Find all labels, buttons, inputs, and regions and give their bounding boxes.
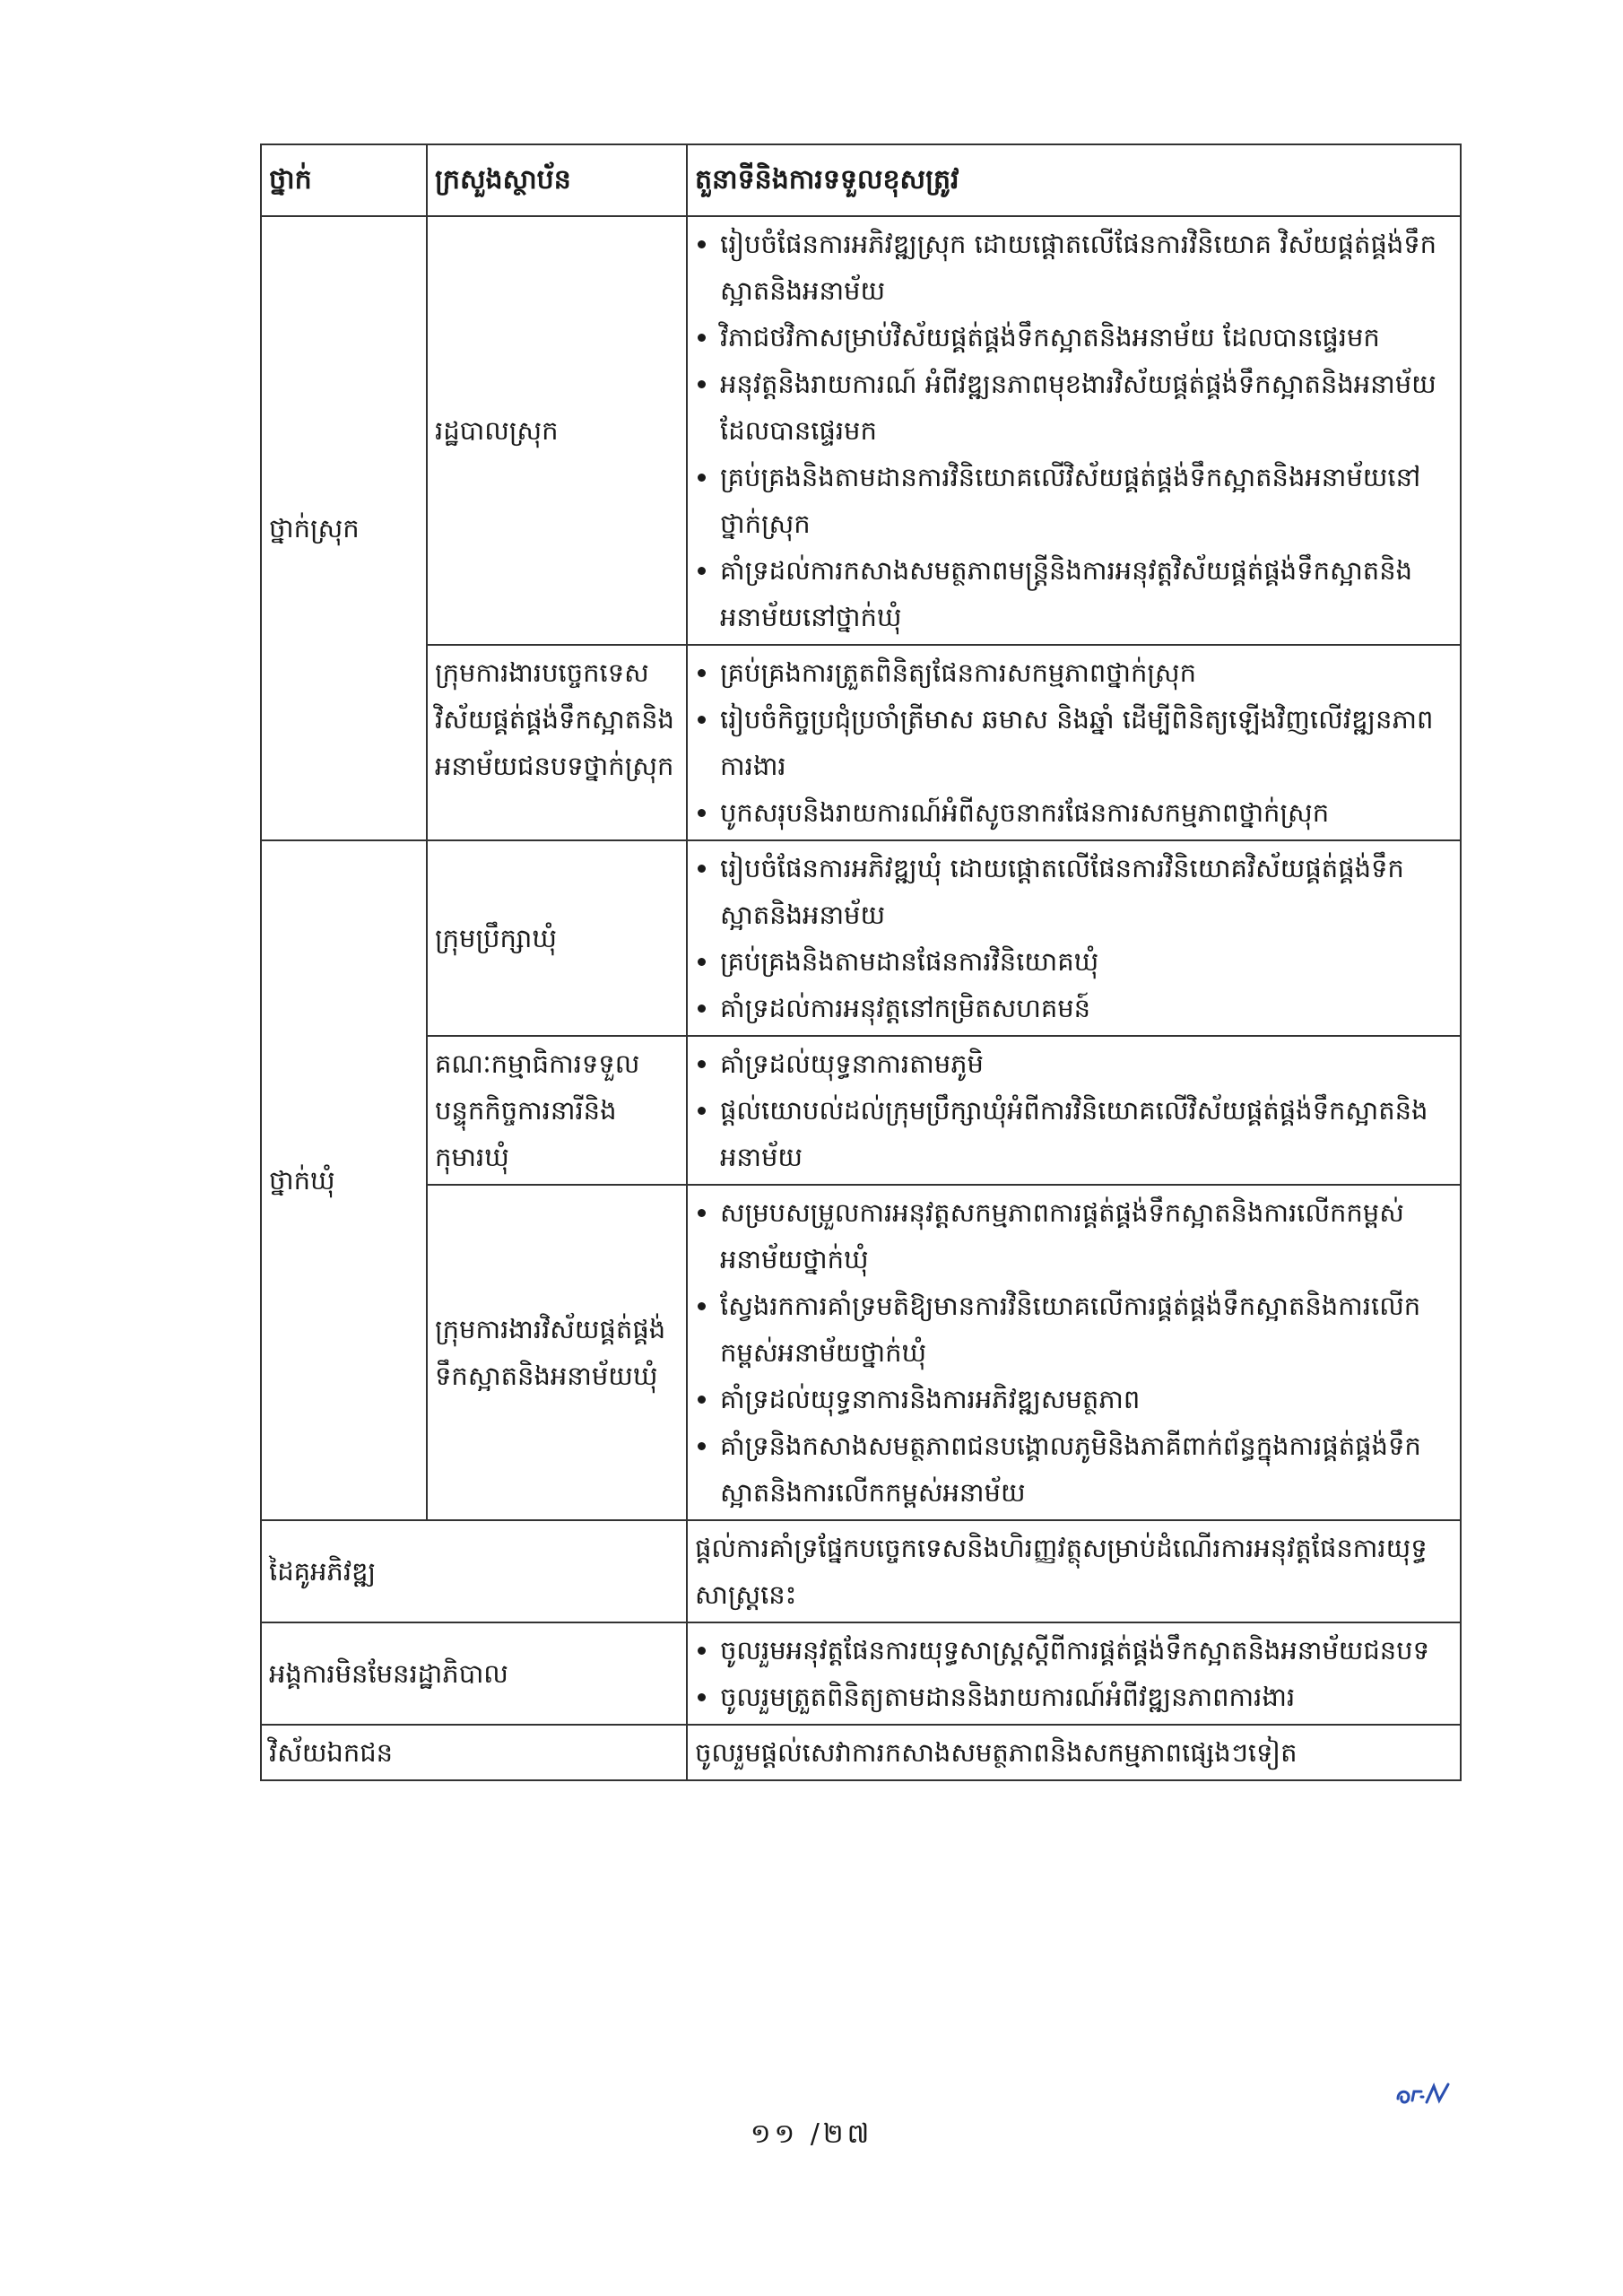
duties-cell [687,840,1461,1036]
handwritten-initials [1394,2079,1457,2109]
institution-commune-wash-group: ក្រុមការងារវិស័យផ្គត់ផ្គង់ទឹកស្អាតនិងអនាម័យឃុំ [427,1185,687,1520]
duty-item: • គ្រប់គ្រងនិងតាមដានការវិនិយោគលើវិស័យផ្គត់ផ្គង់ទឹកស្អាតនិងអនាម័យនៅថ្នាក់ស្រុក [720,454,1453,547]
duties-cell [687,1622,1461,1725]
duty-item: • វិភាជថវិកាសម្រាប់វិស័យផ្គត់ផ្គង់ទឹកស្អាតនិងអនាម័យ ដែលបានផ្ទេរមក [720,314,1453,361]
duty-item: • ចូលរួមត្រួតពិនិត្យតាមដាននិងរាយការណ៍អំពីវឌ្ឍនភាពការងារ [720,1674,1453,1720]
duties-cell [687,1185,1461,1520]
duty-item: • សម្របសម្រួលការអនុវត្តសកម្មភាពការផ្គត់ផ្គង់ទឹកស្អាតនិងការលើកកម្ពស់អនាម័យថ្នាក់ឃុំ [720,1189,1453,1283]
institution-district-admin: រដ្ឋបាលស្រុក [427,216,687,645]
table-row [261,216,1461,645]
table-header-row [261,144,1461,216]
duty-item: • ចូលរួមអនុវត្តផែនការយុទ្ធសាស្ត្រស្តីពីការផ្គត់ផ្គង់ទឹកស្អាតនិងអនាម័យជនបទ [720,1627,1453,1674]
duties-cell [687,1036,1461,1185]
institution-women-children-committee: គណៈកម្មាធិការទទួលបន្ទុកកិច្ចការនារីនិងកុមារឃុំ [427,1036,687,1185]
institution-commune-council: ក្រុមប្រឹក្សាឃុំ [427,840,687,1036]
level-ngos: អង្គការមិនមែនរដ្ឋាភិបាល [261,1622,687,1725]
duty-item: • គាំទ្រដល់យុទ្ធនាការនិងការអភិវឌ្ឍសមត្ថភាព [720,1376,1453,1422]
duty-list [695,1627,1453,1720]
duty-item: • ផ្តល់យោបល់ដល់ក្រុមប្រឹក្សាឃុំអំពីការវិនិយោគលើវិស័យផ្គត់ផ្គង់ទឹកស្អាតនិងអនាម័យ [720,1087,1453,1180]
duty-item: • គាំទ្រដល់ការអនុវត្តនៅកម្រិតសហគមន៍ [720,985,1453,1031]
institution-district-tech-group: ក្រុមការងារបច្ចេកទេសវិស័យផ្គត់ផ្គង់ទឹកស្អាតនិងអនាម័យជនបទថ្នាក់ស្រុក [427,645,687,840]
duty-text: ចូលរួមផ្តល់សេវាការកសាងសមត្ថភាពនិងសកម្មភាពផ្សេងៗទៀត [687,1725,1461,1780]
duty-item: • រៀបចំកិច្ចប្រជុំប្រចាំត្រីមាស ឆមាស និងឆ្នាំ ដើម្បីពិនិត្យឡើងវិញលើវឌ្ឍនភាពការងារ [720,696,1453,789]
level-district: ថ្នាក់ស្រុក [261,216,427,840]
duty-list [695,1189,1453,1516]
duty-item: • គាំទ្រដល់ការកសាងសមត្ថភាពមន្ត្រីនិងការអនុវត្តវិស័យផ្គត់ផ្គង់ទឹកស្អាតនិងអនាម័យនៅថ្នាក់ឃុំ [720,547,1453,640]
duty-item: • គាំទ្រនិងកសាងសមត្ថភាពជនបង្គោលភូមិនិងភាគីពាក់ព័ន្ធក្នុងការផ្គត់ផ្គង់ទឹកស្អាតនិងការលើកកម្ពស់អនាម័យ [720,1422,1453,1516]
duty-item: • ស្វែងរកការគាំទ្រមតិឱ្យមានការវិនិយោគលើការផ្គត់ផ្គង់ទឹកស្អាតនិងការលើកកម្ពស់អនាម័យថ្នាក់ឃុំ [720,1283,1453,1376]
table-row [261,1036,1461,1185]
table-row [261,1520,1461,1622]
duty-item: • គ្រប់គ្រងការត្រួតពិនិត្យផែនការសកម្មភាពថ្នាក់ស្រុក [720,649,1453,696]
duty-list [695,845,1453,1031]
table-row [261,1725,1461,1780]
level-private-sector: វិស័យឯកជន [261,1725,687,1780]
duty-list [695,221,1453,640]
duty-list [695,649,1453,836]
table-row [261,1622,1461,1725]
duty-item: • គាំទ្រដល់យុទ្ធនាការតាមភូមិ [720,1040,1453,1087]
duty-item: • អនុវត្តនិងរាយការណ៍ អំពីវឌ្ឍនភាពមុខងារវិស័យផ្គត់ផ្គង់ទឹកស្អាតនិងអនាម័យដែលបានផ្ទេរមក [720,361,1453,454]
roles-table [260,144,1462,1781]
duty-item: • គ្រប់គ្រងនិងតាមដានផែនការវិនិយោគឃុំ [720,938,1453,985]
header-institution: ក្រសួងស្ថាប័ន [427,144,687,216]
page-number: ១១ /២៧ [750,2118,873,2150]
table-row [261,840,1461,1036]
duty-list [695,1040,1453,1180]
duty-item: • រៀបចំផែនការអភិវឌ្ឍឃុំ ដោយផ្តោតលើផែនការវិនិយោគវិស័យផ្គត់ផ្គង់ទឹកស្អាតនិងអនាម័យ [720,845,1453,938]
header-duties: តួនាទីនិងការទទួលខុសត្រូវ [687,144,1461,216]
duty-item: • រៀបចំផែនការអភិវឌ្ឍស្រុក ដោយផ្តោតលើផែនការវិនិយោគ វិស័យផ្គត់ផ្គង់ទឹកស្អាតនិងអនាម័យ [720,221,1453,314]
duties-cell [687,645,1461,840]
duties-cell [687,216,1461,645]
level-development-partners: ដៃគូអភិវឌ្ឍ [261,1520,687,1622]
table-row [261,1185,1461,1520]
duty-text: ផ្តល់ការគាំទ្រផ្នែកបច្ចេកទេសនិងហិរញ្ញវត្ថុសម្រាប់ដំណើរការអនុវត្តផែនការយុទ្ធសាស្ត្រនេះ [687,1520,1461,1622]
duty-item: • បូកសរុបនិងរាយការណ៍អំពីសូចនាករផែនការសកម្មភាពថ្នាក់ស្រុក [720,789,1453,836]
table-row [261,645,1461,840]
header-level: ថ្នាក់ [261,144,427,216]
level-commune: ថ្នាក់ឃុំ [261,840,427,1520]
